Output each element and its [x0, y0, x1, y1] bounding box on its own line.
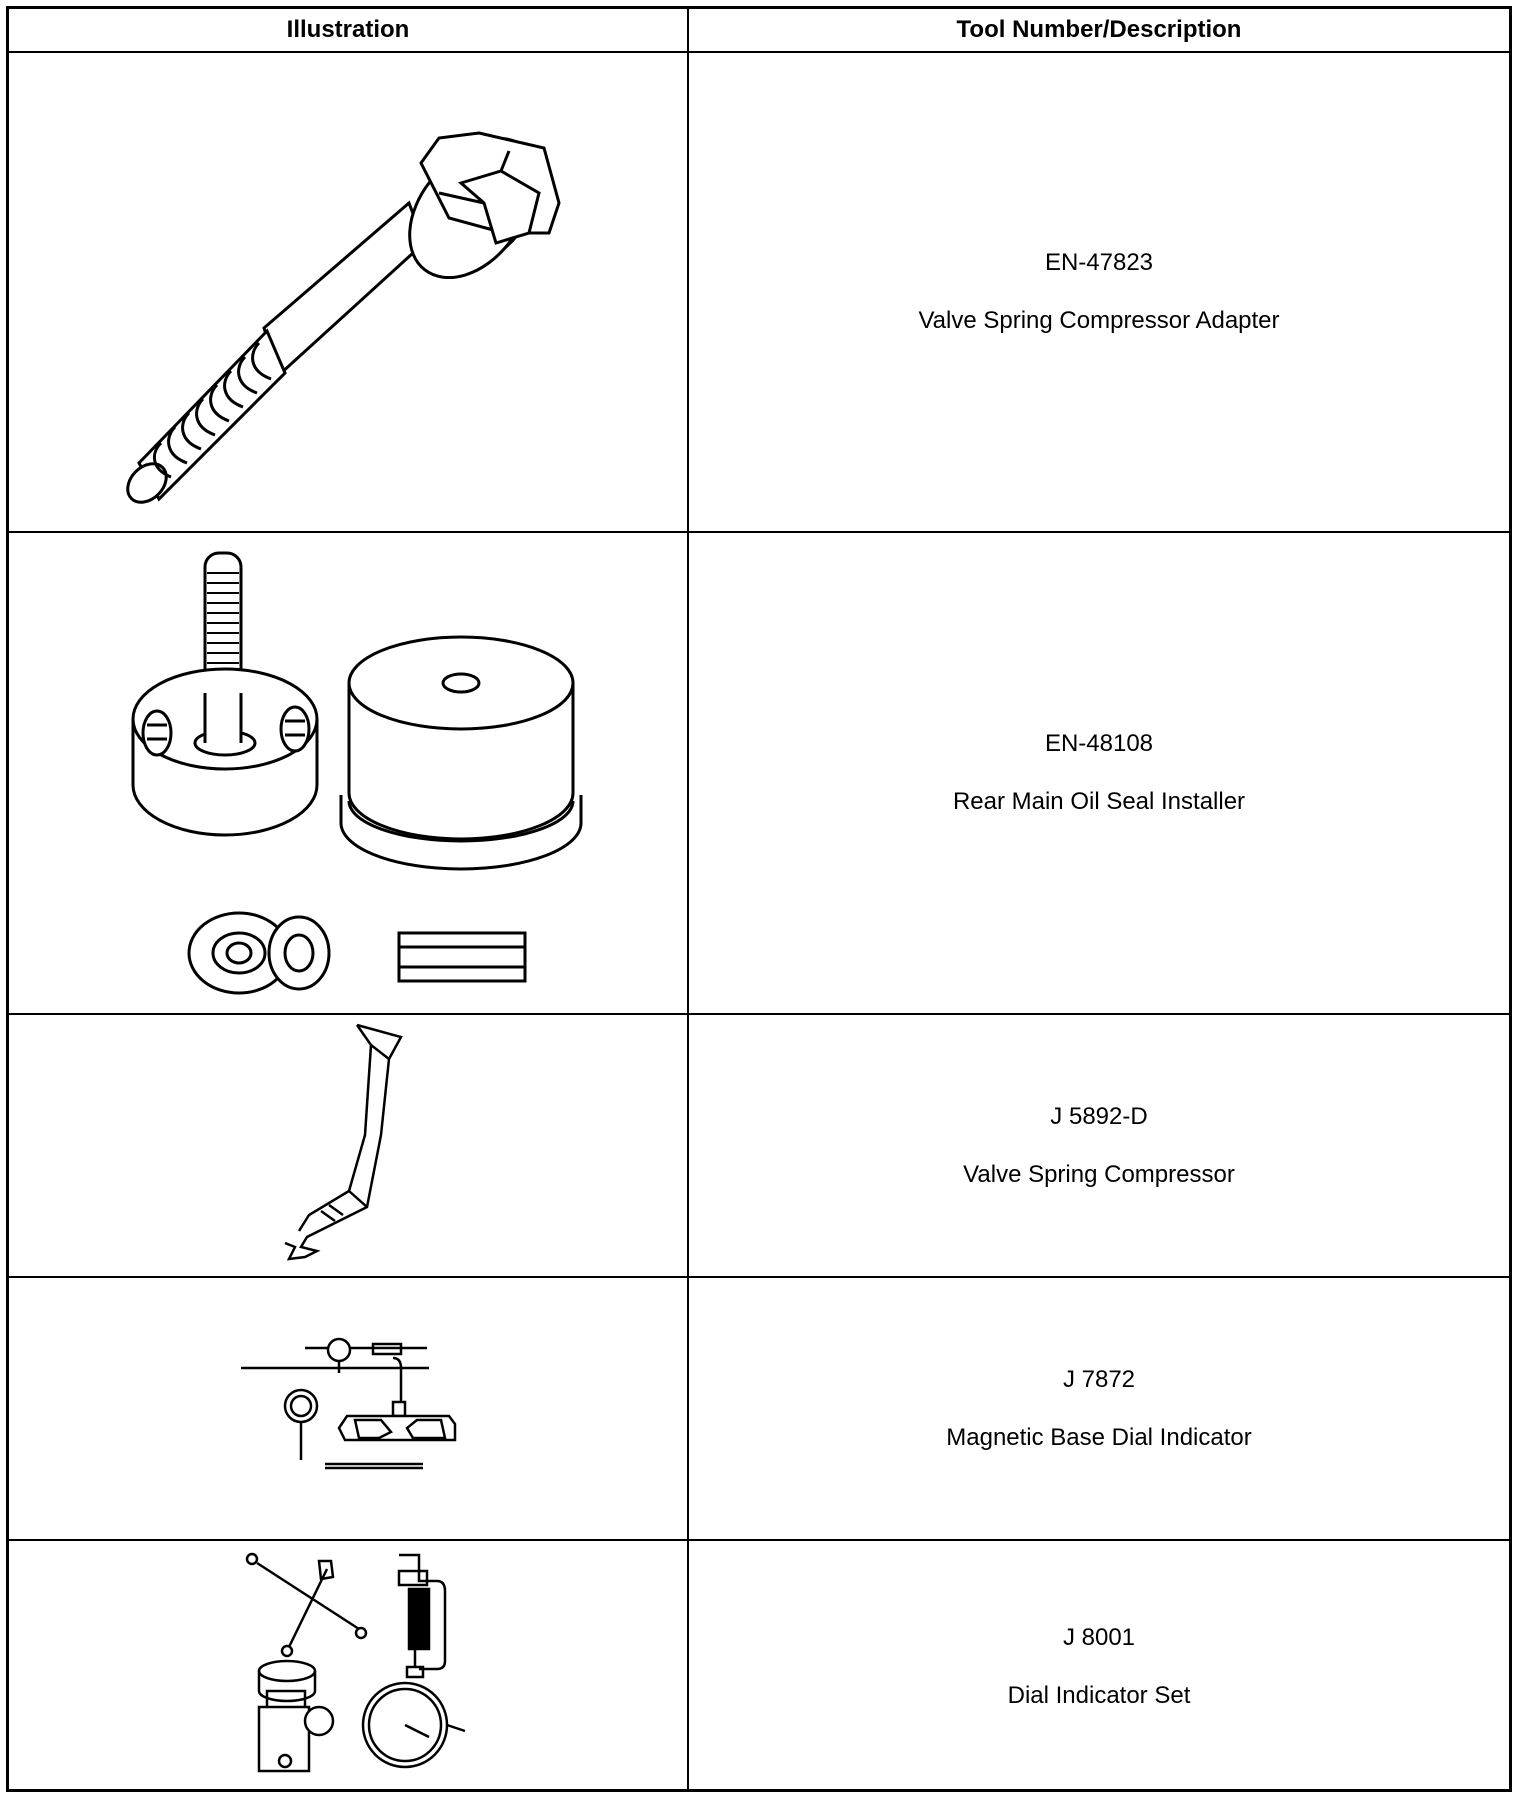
seal-installer-illustration	[9, 533, 687, 1013]
header-illustration: Illustration	[286, 16, 410, 43]
header-tool-description: Tool Number/Description	[956, 16, 1242, 43]
tool-number: J 5892-D	[1050, 1102, 1148, 1130]
tool-description: Rear Main Oil Seal Installer	[952, 788, 1246, 815]
tool-description: Valve Spring Compressor Adapter	[918, 307, 1280, 334]
compressor-illustration	[9, 1015, 687, 1276]
bolt-illustration	[9, 53, 687, 531]
tool-row-5	[689, 1541, 1509, 1792]
tool-description: Valve Spring Compressor	[963, 1160, 1235, 1188]
dial-indicator-set-illustration	[9, 1541, 687, 1792]
tool-number: EN-47823	[1044, 249, 1154, 276]
tool-number: J 8001	[1062, 1623, 1136, 1651]
tool-description: Dial Indicator Set	[1007, 1681, 1191, 1709]
tool-number: EN-48108	[1044, 730, 1154, 757]
tool-row-4	[689, 1278, 1509, 1539]
dial-indicator-illustration	[9, 1278, 687, 1539]
tool-number: J 7872	[1062, 1365, 1136, 1393]
valve-spring-compressor-icon	[285, 1025, 401, 1259]
tool-description: Magnetic Base Dial Indicator	[946, 1423, 1252, 1451]
tool-row-3	[689, 1015, 1509, 1276]
tool-row-1	[689, 53, 1509, 531]
tool-row-2	[689, 533, 1509, 1013]
tool-table	[6, 6, 1512, 1792]
dial-indicator-set-icon	[247, 1554, 465, 1771]
bolt-icon	[120, 115, 563, 509]
seal-installer-icon	[133, 553, 581, 993]
magnetic-base-dial-indicator-icon	[241, 1339, 455, 1468]
